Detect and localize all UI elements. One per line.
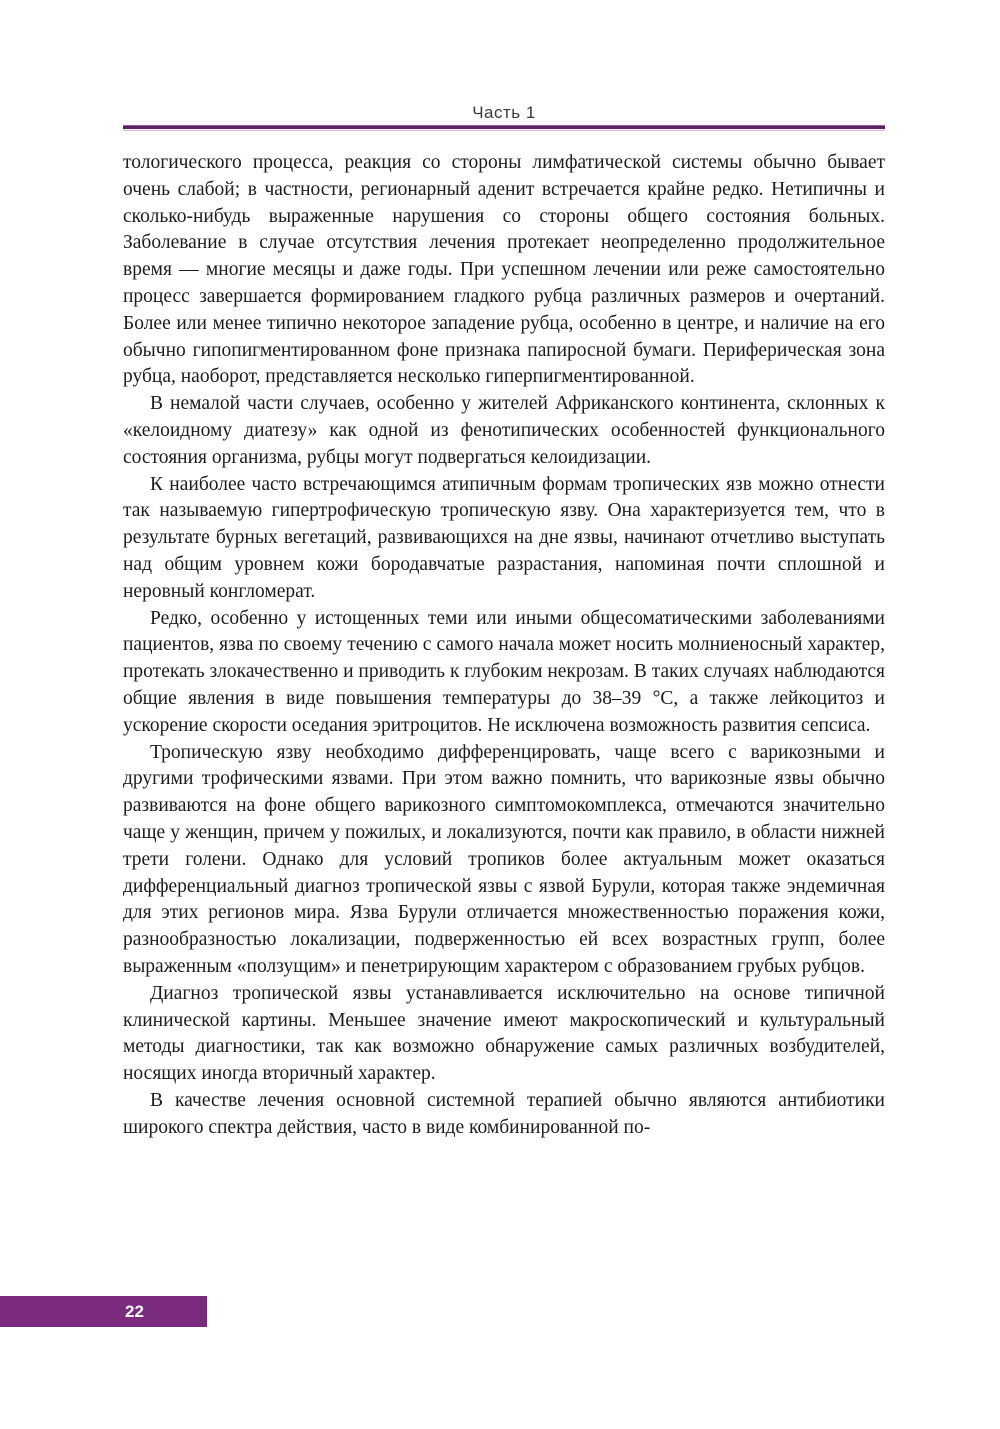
paragraph: Тропическую язву необходимо дифференцировать, чаще всего с варикозными и другими трофическими язвами. При этом важно помнить, что варикозные язвы обычно развиваются на фоне общего варикозного симптомокомплекса, отмечаются значительно чаще у женщин, причем у пожилых, и локализуются, почти как правило, в области нижней трети голени. Однако для условий тропиков более актуальным может оказаться дифференциальный диагноз тропической язвы с язвой Бурули, которая также эндемичная для этих регионов мира. Язва Бурули отличается множественностью поражения кожи, разнообразностью локализации, подверженностью ей всех возрастных групп, более выраженным «ползущим» и пенетрирующим характером с образованием грубых рубцов. xyxy=(123,741,885,977)
paragraph: В немалой части случаев, особенно у жителей Африканского континента, склонных к «келоидному диатезу» как одной из фенотипических особенностей функционального состояния организма, рубцы могут подвергаться келоидизации. xyxy=(123,393,885,468)
paragraph: В качестве лечения основной системной терапией обычно являются антибиотики широкого спектра действия, часто в виде комбинированной по- xyxy=(123,1089,885,1138)
page-number: 22 xyxy=(125,1301,144,1321)
running-header xyxy=(123,103,885,123)
paragraph: Диагноз тропической язвы устанавливается исключительно на основе типичной клинической картины. Меньшее значение имеют макроскопический и культуральный методы диагностики, так как возможно обнаружение самых различных возбудителей, носящих иногда вторичный характер. xyxy=(123,982,885,1085)
paragraph: Редко, особенно у истощенных теми или иными общесоматическими заболеваниями пациентов, язва по своему течению с самого начала может носить молниеносный характер, протекать злокачественно и приводить к глубоким некрозам. В таких случаях наблюдаются общие явления в виде повышения температуры до 38–39 °С, а также лейкоцитоз и ускорение скорости оседания эритроцитов. Не исключена возможность развития сепсиса. xyxy=(123,607,885,736)
page-number-bar xyxy=(0,1296,207,1327)
running-header-title: Часть 1 xyxy=(472,103,536,122)
body-text xyxy=(123,150,885,1141)
paragraph-continuation: тологического процесса, реакция со стороны лимфатической системы обычно бывает очень слабой; в частности, регионарный аденит встречается крайне редко. Нетипичны и сколько-нибудь выраженные нарушения со стороны общего состояния больных. Заболевание в случае отсутствия лечения протекает неопределенно продолжительное время — многие месяцы и даже годы. При успешном лечении или реже самостоятельно процесс завершается формированием гладкого рубца различных размеров и очертаний. Более или менее типично некоторое западение рубца, особенно в центре, и наличие на его обычно гипопигментированном фоне признака папиросной бумаги. Периферическая зона рубца, наоборот, представляется несколько гиперпигментированной. xyxy=(123,152,885,388)
paragraph: К наиболее часто встречающимся атипичным формам тропических язв можно отнести так называемую гипертрофическую тропическую язву. Она характеризуется тем, что в результате бурных вегетаций, развивающихся на дне язвы, начинают отчетливо выступать над общим уровнем кожи бородавчатые разрастания, напоминая почти сплошной и неровный конгломерат. xyxy=(123,473,885,602)
header-rule-divider xyxy=(123,125,885,131)
